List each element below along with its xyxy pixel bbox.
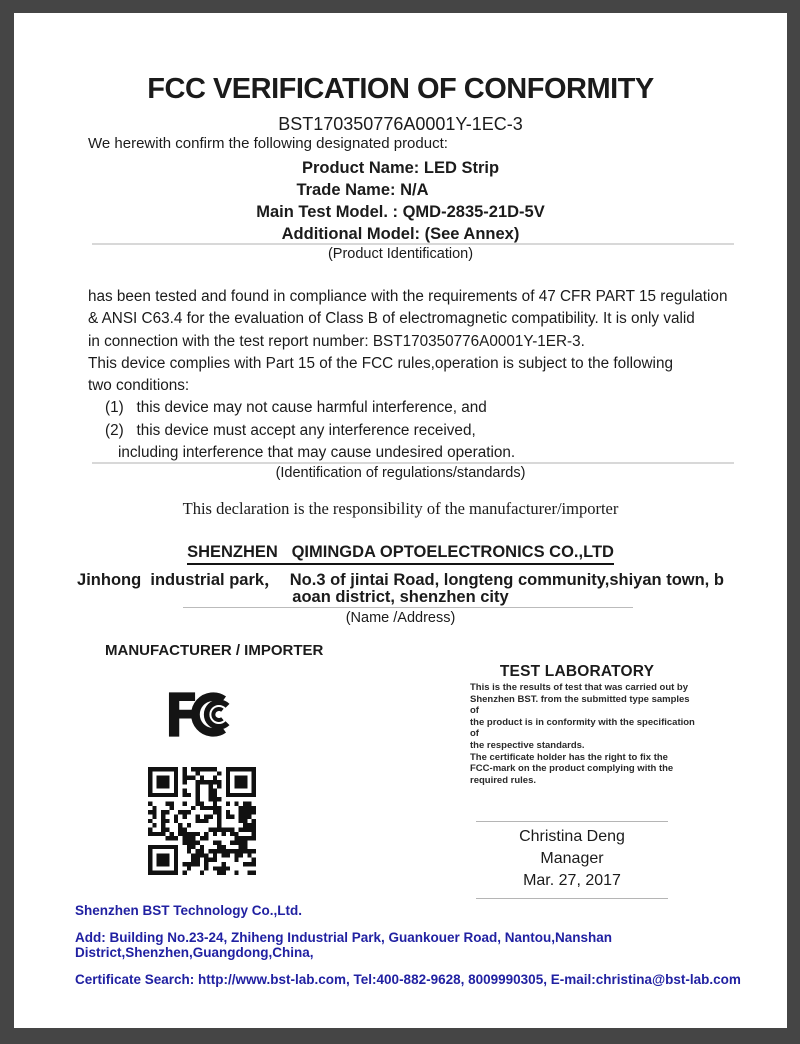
test-laboratory-text (470, 682, 698, 786)
lab-text-line: required rules. (470, 774, 536, 786)
test-laboratory-title: TEST LABORATORY (499, 663, 655, 680)
compliance-line: two conditions: (88, 377, 190, 395)
compliance-line: This device complies with Part 15 of the FCC rules,operation is subject to the following (88, 354, 673, 372)
separator-line (183, 607, 633, 608)
footer-contact: Certificate Search: http://www.bst-lab.com, Tel:400-882-9628, 8009990305, E-mail:christina@bst-lab.com (75, 972, 741, 987)
document-page (14, 13, 787, 1028)
name-address-caption: (Name /Address) (345, 610, 456, 626)
company-name-text: SHENZHEN QIMINGDA OPTOELECTRONICS CO.,LTD (187, 543, 614, 565)
additional-model-line: Additional Model: (See Annex) (281, 225, 520, 243)
compliance-line: including interference that may cause undesired operation. (118, 444, 516, 462)
signature-block (476, 821, 668, 899)
compliance-line: & ANSI C63.4 for the evaluation of Class B of electromagnetic compatibility. It is only valid (88, 310, 695, 328)
signatory-name: Christina Deng (519, 828, 625, 845)
doc-title: FCC VERIFICATION OF CONFORMITY (147, 73, 654, 105)
trade-name-line: Trade Name: N/A (296, 181, 429, 199)
lab-text-line: the respective standards. (470, 739, 585, 751)
signature-date: Mar. 27, 2017 (523, 872, 621, 889)
separator-line (92, 462, 734, 464)
company-name (14, 543, 787, 565)
main-test-model-line: Main Test Model. : QMD-2835-21D-5V (256, 203, 545, 221)
compliance-line: has been tested and found in compliance with the requirements of 47 CFR PART 15 regulation (88, 288, 728, 305)
separator-line (92, 243, 734, 245)
qr-code-icon (148, 767, 256, 875)
product-identification-caption: (Product Identification) (327, 246, 474, 262)
lab-text-line: the product is in conformity with the specification of (470, 716, 695, 740)
product-identification-block (14, 157, 787, 245)
compliance-condition-2: (2) this device must accept any interference received, (105, 421, 476, 439)
intro-text: We herewith confirm the following designated product: (88, 135, 448, 152)
lab-text-line: Shenzhen BST. from the submitted type samples of (470, 693, 690, 717)
company-address-line2: aoan district, shenzhen city (292, 588, 509, 606)
footer-address: Add: Building No.23-24, Zhiheng Industrial Park, Guankouer Road, Nantou,Nanshan District,Shenzhen,Guangdong,China, (75, 930, 616, 960)
lab-text-line: This is the results of test that was carried out by (470, 682, 689, 693)
footer (75, 903, 755, 999)
manufacturer-importer-label: MANUFACTURER / IMPORTER (105, 642, 324, 659)
regulations-caption: (Identification of regulations/standards) (275, 465, 526, 481)
compliance-paragraph (88, 286, 728, 464)
signatory-title: Manager (540, 850, 604, 867)
lab-text-line: The certificate holder has the right to fix the (470, 751, 668, 763)
lab-text-line: FCC-mark on the product complying with the (470, 763, 674, 775)
declaration-text: This declaration is the responsibility of the manufacturer/importer (182, 499, 619, 518)
product-name-line: Product Name: LED Strip (301, 159, 500, 177)
compliance-condition-1: (1) this device may not cause harmful interference, and (105, 399, 487, 417)
company-address-line1: Jinhong industrial park， No.3 of jintai Road, longteng community,shiyan town, b (77, 571, 724, 589)
compliance-line: in connection with the test report number: BST170350776A0001Y-1ER-3. (88, 332, 585, 350)
certificate-number: BST170350776A0001Y-1EC-3 (278, 114, 523, 134)
footer-company: Shenzhen BST Technology Co.,Ltd. (75, 903, 302, 918)
fcc-mark-icon (163, 686, 243, 743)
